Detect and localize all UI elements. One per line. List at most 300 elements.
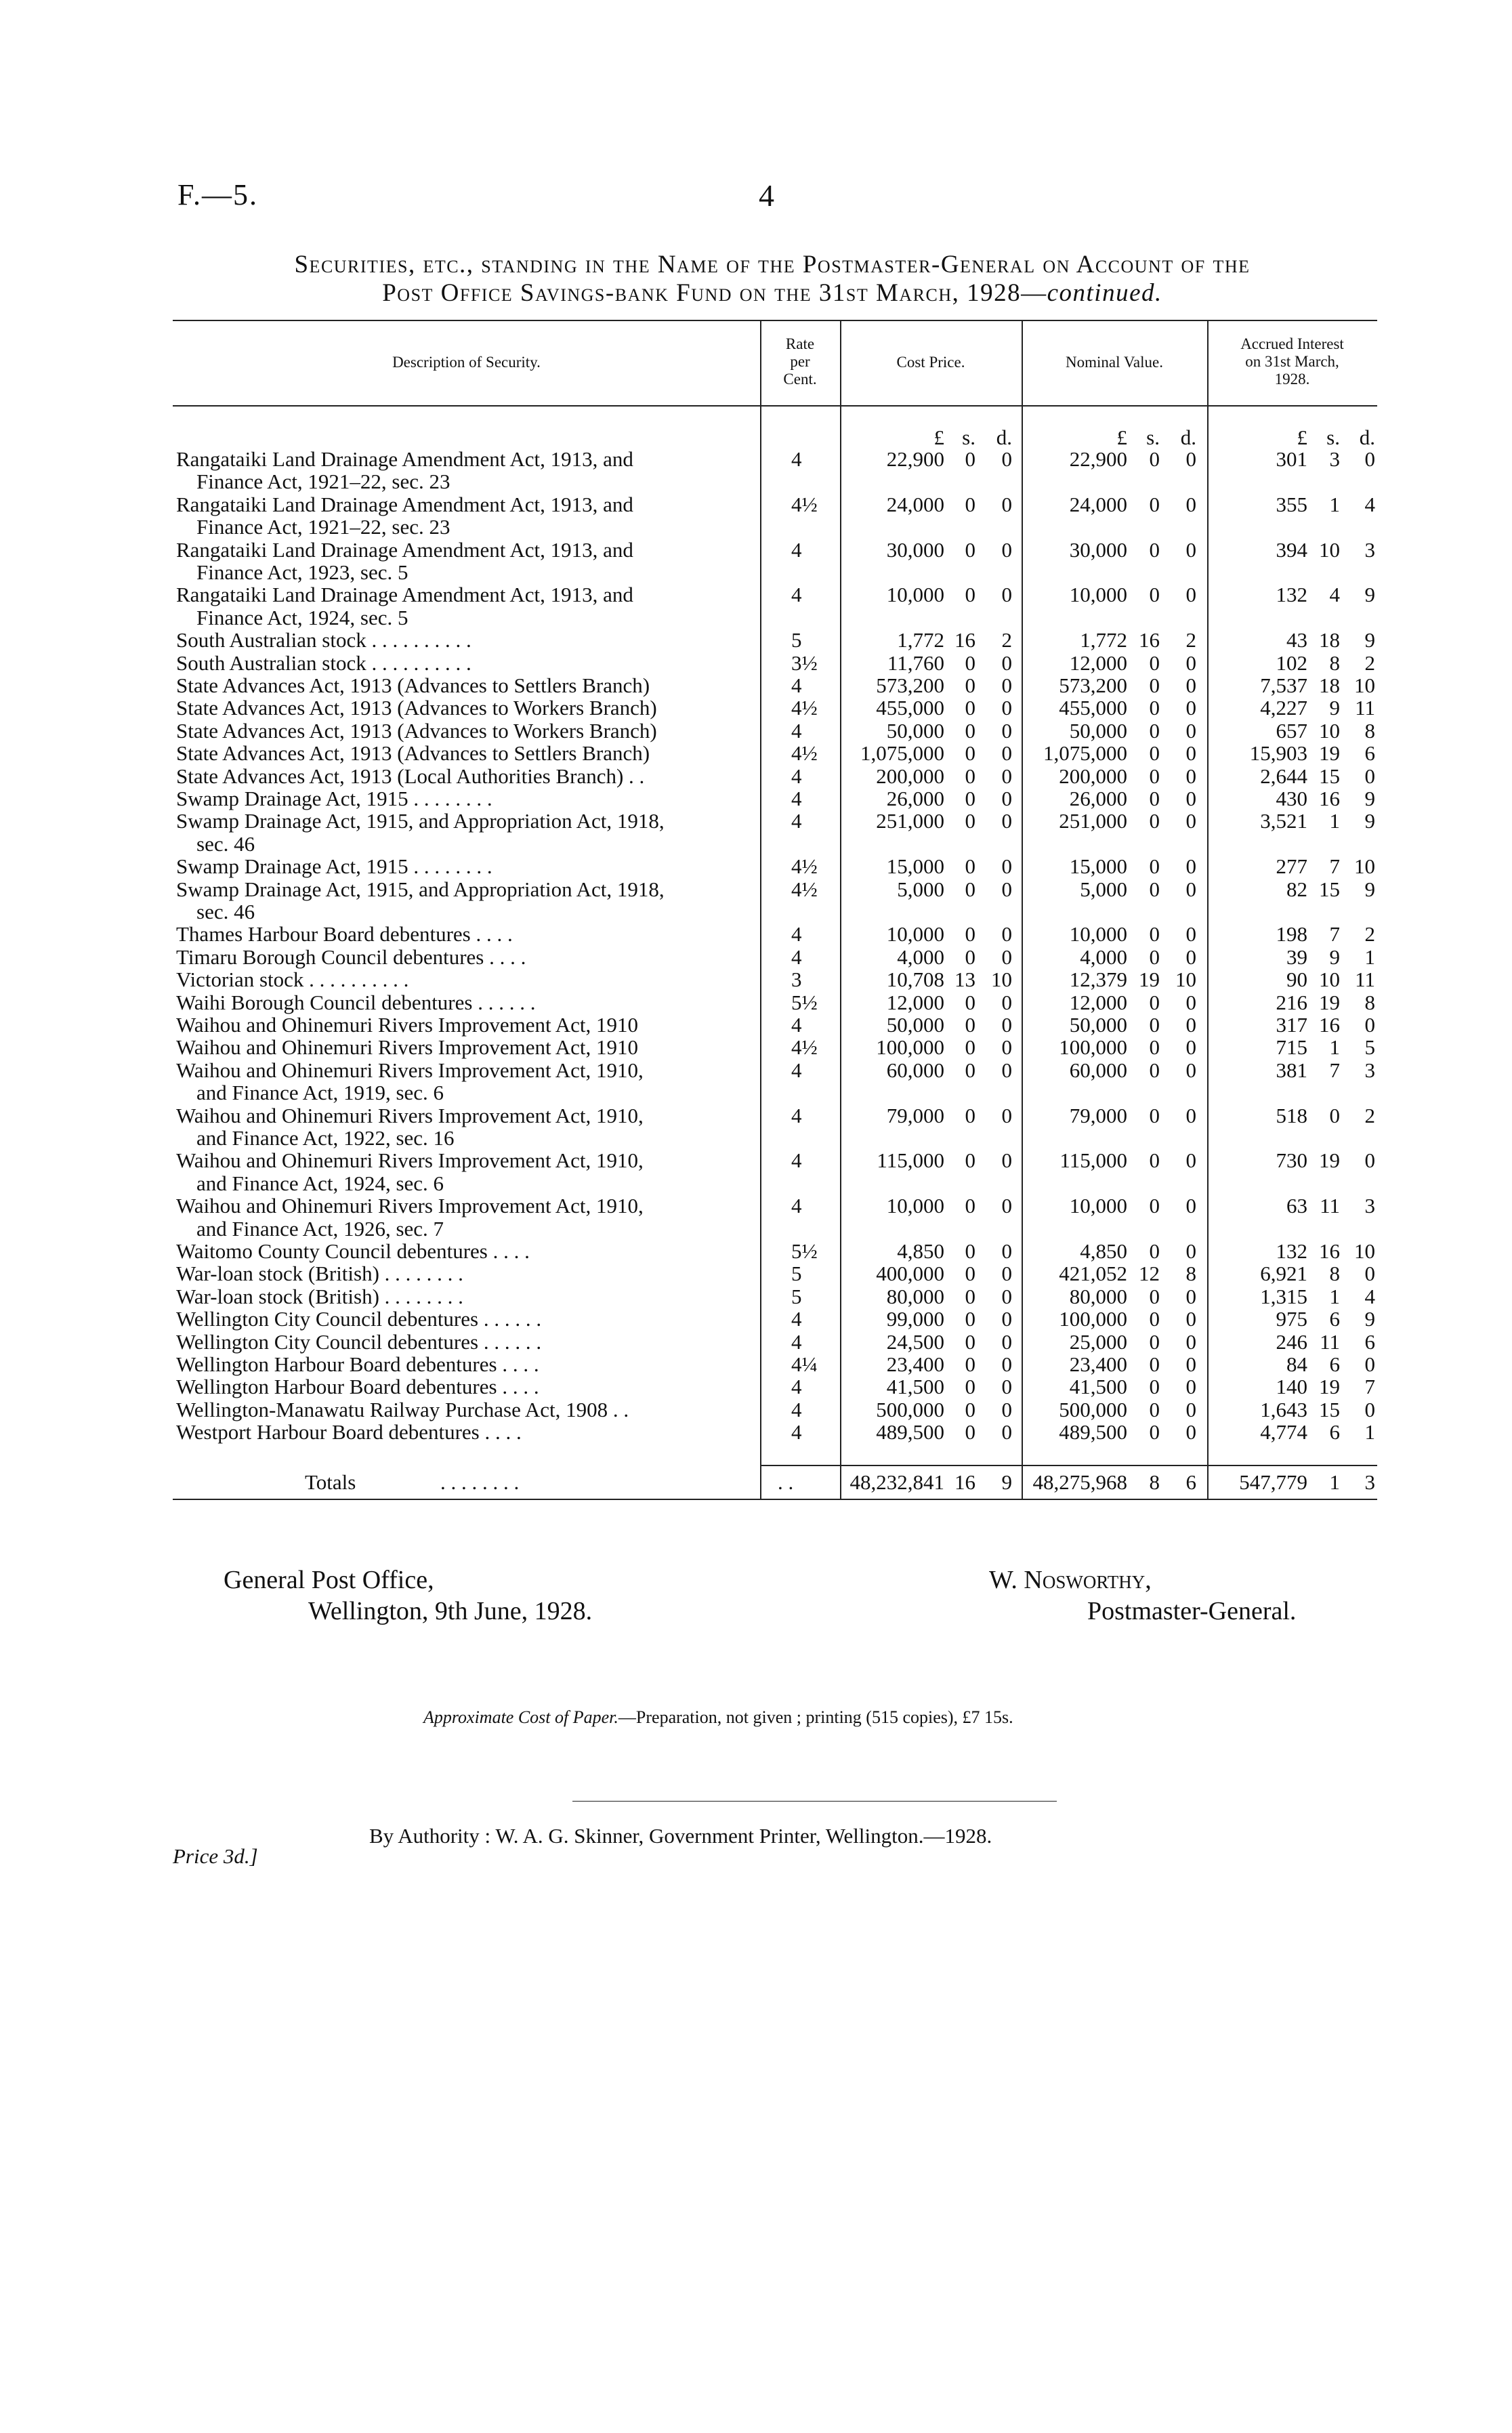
cost-pounds: 5,000 [897, 877, 944, 901]
nominal-pounds: 24,000 [1069, 492, 1127, 516]
security-description: State Advances Act, 1913 (Advances to Workers Branch) [176, 696, 657, 720]
accrued-pounds: 2,644 [1260, 764, 1307, 788]
accrued-pounds: 4,227 [1260, 696, 1307, 720]
accrued-pounds: 1,315 [1260, 1284, 1307, 1308]
accrued-shillings: 9 [1329, 696, 1340, 720]
cost-pence: 0 [1001, 447, 1012, 471]
cost-shillings: 0 [965, 1329, 975, 1354]
security-description: Victorian stock . . . . . . . . . . [176, 968, 409, 992]
nominal-pounds: 15,000 [1069, 854, 1127, 879]
cost-pounds: 15,000 [886, 854, 944, 879]
rate-per-cent: 4½ [791, 1035, 818, 1060]
nominal-pence: 0 [1185, 1013, 1196, 1037]
accrued-pounds: 198 [1276, 922, 1307, 947]
rate-per-cent: 5 [791, 1262, 802, 1286]
cost-pence: 0 [1001, 1239, 1012, 1263]
accrued-pounds: 518 [1276, 1103, 1307, 1127]
cost-pounds: 12,000 [886, 990, 944, 1014]
cost-shillings: 0 [965, 673, 975, 697]
accrued-pounds: 277 [1276, 854, 1307, 879]
cost-shillings: 0 [965, 1194, 975, 1218]
accrued-pounds: 355 [1276, 492, 1307, 516]
nominal-pounds: 1,075,000 [1043, 741, 1127, 766]
rate-per-cent: 4 [791, 922, 802, 947]
accrued-shillings: 10 [1319, 537, 1340, 562]
cost-pence: 0 [1001, 650, 1012, 675]
cost-pounds: 79,000 [886, 1103, 944, 1127]
nominal-shillings: 0 [1149, 1352, 1160, 1376]
cost-pounds: 26,000 [886, 787, 944, 810]
accrued-shillings: 16 [1319, 1239, 1340, 1263]
rate-per-cent: 4½ [791, 854, 818, 879]
cost-pence: 0 [1001, 696, 1012, 720]
rate-per-cent: 4 [791, 764, 802, 788]
nominal-pence: 0 [1185, 1329, 1196, 1354]
nominal-pence: 0 [1185, 1035, 1196, 1060]
cost-pence: 0 [1001, 944, 1012, 969]
security-description: Wellington City Council debentures . . . . . . [176, 1307, 542, 1331]
accrued-pence: 7 [1364, 1375, 1375, 1399]
security-description: State Advances Act, 1913 (Advances to Settlers Branch) [176, 673, 650, 697]
nominal-pence: 0 [1185, 1307, 1196, 1331]
rate-per-cent: 5½ [791, 1239, 818, 1263]
nominal-pence: 0 [1185, 1194, 1196, 1218]
nominal-pounds: 41,500 [1069, 1375, 1127, 1399]
accrued-pounds: 3,521 [1260, 809, 1307, 833]
nominal-pounds: 100,000 [1059, 1035, 1127, 1060]
accrued-pounds: 430 [1276, 787, 1307, 810]
nominal-pounds: 10,000 [1069, 922, 1127, 947]
accrued-pence: 4 [1364, 492, 1375, 516]
rate-per-cent: 4½ [791, 877, 818, 901]
accrued-pence: 0 [1364, 1013, 1375, 1037]
rate-per-cent: 4 [791, 1307, 802, 1331]
accrued-pounds: 90 [1286, 968, 1307, 992]
cost-pence: 0 [1001, 1058, 1012, 1082]
nominal-pounds: 50,000 [1069, 718, 1127, 743]
cost-pence: 10 [991, 968, 1012, 992]
nominal-pence: 0 [1185, 854, 1196, 879]
accrued-pounds: 7,537 [1260, 673, 1307, 697]
accrued-shillings: 18 [1319, 628, 1340, 652]
nominal-shillings: 0 [1149, 583, 1160, 607]
rate-per-cent: 4 [791, 1194, 802, 1218]
cost-pounds: 455,000 [876, 696, 944, 720]
cost-shillings: 0 [965, 809, 975, 833]
accrued-pounds: 84 [1286, 1352, 1307, 1376]
cost-shilling-unit: s. [962, 425, 975, 449]
security-description: South Australian stock . . . . . . . . . . [176, 628, 471, 652]
accrued-pence: 9 [1364, 583, 1375, 607]
nominal-pence: 0 [1185, 1352, 1196, 1376]
nominal-pounds: 12,379 [1069, 968, 1127, 992]
table-top-rule [173, 320, 1377, 321]
nominal-pounds: 10,000 [1069, 1194, 1127, 1218]
cost-pence: 0 [1001, 764, 1012, 788]
accrued-pence: 0 [1364, 1352, 1375, 1376]
rate-per-cent: 4½ [791, 696, 818, 720]
rate-per-cent: 4 [791, 447, 802, 471]
accrued-pence: 9 [1364, 628, 1375, 652]
nominal-pence: 0 [1185, 718, 1196, 743]
cost-shillings: 0 [965, 650, 975, 675]
accrued-pence: 11 [1355, 968, 1375, 992]
nominal-shillings: 0 [1149, 787, 1160, 810]
cost-shillings: 0 [965, 1375, 975, 1399]
accrued-pence: 8 [1364, 718, 1375, 743]
nominal-pounds: 30,000 [1069, 537, 1127, 562]
nominal-pence: 0 [1185, 1420, 1196, 1444]
accrued-pounds: 301 [1276, 447, 1307, 471]
cost-pence: 0 [1001, 1194, 1012, 1218]
cost-shillings: 0 [965, 1013, 975, 1037]
security-description: and Finance Act, 1926, sec. 7 [196, 1216, 444, 1241]
nominal-shillings: 0 [1149, 990, 1160, 1014]
accrued-pounds: 102 [1276, 650, 1307, 675]
accrued-pence: 2 [1364, 922, 1375, 947]
security-description: Waihou and Ohinemuri Rivers Improvement Act, 1910, [176, 1148, 644, 1173]
nominal-shillings: 0 [1149, 1148, 1160, 1173]
cost-pence: 0 [1001, 1013, 1012, 1037]
header-accrued-interest: Accrued Interest on 31st March, 1928. [1240, 335, 1344, 388]
nominal-shillings: 0 [1149, 1420, 1160, 1444]
accrued-pence: 2 [1364, 1103, 1375, 1127]
accrued-pence: 9 [1364, 787, 1375, 810]
cost-shillings: 13 [954, 968, 975, 992]
nominal-shillings: 0 [1149, 944, 1160, 969]
accrued-pence: 10 [1354, 854, 1375, 879]
title-line-1: Securities, etc., standing in the Name of the Postmaster-General on Account of the [294, 251, 1251, 278]
accrued-shillings: 8 [1329, 650, 1340, 675]
nominal-shillings: 0 [1149, 1284, 1160, 1308]
signatory-name: W. Nosworthy, [989, 1566, 1152, 1594]
header-rate: Rate per Cent. [783, 335, 817, 388]
security-description: State Advances Act, 1913 (Advances to Workers Branch) [176, 718, 657, 743]
cost-pounds: 60,000 [886, 1058, 944, 1082]
nominal-pence: 0 [1185, 1239, 1196, 1263]
cost-shillings: 0 [965, 1352, 975, 1376]
cost-pounds: 50,000 [886, 718, 944, 743]
accrued-pence: 3 [1364, 1194, 1375, 1218]
security-description: Swamp Drainage Act, 1915, and Appropriation Act, 1918, [176, 809, 665, 833]
nominal-shillings: 0 [1149, 447, 1160, 471]
rate-per-cent: 4 [791, 1420, 802, 1444]
nominal-shillings: 0 [1149, 650, 1160, 675]
nominal-shillings: 16 [1139, 628, 1160, 652]
accrued-pence: 8 [1364, 990, 1375, 1014]
rate-per-cent: 4 [791, 1329, 802, 1354]
accrued-pounds: 246 [1276, 1329, 1307, 1354]
nominal-pounds: 80,000 [1069, 1284, 1127, 1308]
totals-label: Totals [305, 1470, 356, 1494]
accrued-shillings: 15 [1319, 1397, 1340, 1421]
cost-shillings: 0 [965, 1239, 975, 1263]
nominal-shillings: 0 [1149, 1239, 1160, 1263]
nominal-pounds: 251,000 [1059, 809, 1127, 833]
nominal-shillings: 0 [1149, 854, 1160, 879]
accrued-shillings: 0 [1329, 1103, 1340, 1127]
accrued-pence: 0 [1364, 1262, 1375, 1286]
security-description: Timaru Borough Council debentures . . . . [176, 944, 526, 969]
cost-pence: 0 [1001, 809, 1012, 833]
nominal-shillings: 0 [1149, 809, 1160, 833]
nominal-pound-unit: £ [1116, 425, 1127, 449]
accrued-shillings: 4 [1329, 583, 1340, 607]
accrued-shillings: 16 [1319, 1013, 1340, 1037]
nominal-pence: 0 [1185, 877, 1196, 901]
total-accrued-pounds: 547,779 [1239, 1470, 1307, 1494]
accrued-pound-unit: £ [1297, 425, 1307, 449]
accrued-shillings: 19 [1319, 741, 1340, 766]
cost-shillings: 0 [965, 1284, 975, 1308]
accrued-shilling-unit: s. [1326, 425, 1340, 449]
total-cost-shillings: 16 [954, 1470, 975, 1494]
nominal-shillings: 0 [1149, 1375, 1160, 1399]
security-description: Wellington Harbour Board debentures . . . . [176, 1352, 539, 1376]
cost-pounds: 24,000 [886, 492, 944, 516]
cost-shillings: 0 [965, 922, 975, 947]
nominal-pence: 0 [1185, 787, 1196, 810]
header-description: Description of Security. [392, 354, 541, 371]
cost-shillings: 0 [965, 1148, 975, 1173]
accrued-pence: 0 [1364, 1148, 1375, 1173]
nominal-pounds: 23,400 [1069, 1352, 1127, 1376]
cost-shillings: 0 [965, 877, 975, 901]
nominal-pounds: 200,000 [1059, 764, 1127, 788]
accrued-pounds: 730 [1276, 1148, 1307, 1173]
accrued-shillings: 10 [1319, 718, 1340, 743]
nominal-pounds: 573,200 [1059, 673, 1127, 697]
accrued-pence: 9 [1364, 1307, 1375, 1331]
total-nominal-pence: 6 [1185, 1470, 1196, 1494]
nominal-shillings: 0 [1149, 673, 1160, 697]
accrued-shillings: 11 [1320, 1194, 1340, 1218]
nominal-pounds: 12,000 [1069, 990, 1127, 1014]
accrued-pence: 10 [1354, 673, 1375, 697]
total-accrued-shillings: 1 [1329, 1470, 1340, 1494]
nominal-shillings: 0 [1149, 1194, 1160, 1218]
totals-leader-dots: . . . . . . . . [440, 1470, 520, 1494]
accrued-shillings: 16 [1319, 787, 1340, 810]
security-description: Rangataiki Land Drainage Amendment Act, 1913, and [176, 447, 633, 471]
security-description: Waihou and Ohinemuri Rivers Improvement Act, 1910, [176, 1058, 644, 1082]
security-description: Rangataiki Land Drainage Amendment Act, 1913, and [176, 583, 633, 607]
cost-pence: 0 [1001, 1375, 1012, 1399]
totals-rule [760, 1465, 1377, 1466]
rate-per-cent: 4 [791, 1013, 802, 1037]
cost-pence: 0 [1001, 673, 1012, 697]
cost-pence: 0 [1001, 1284, 1012, 1308]
cost-pence: 0 [1001, 787, 1012, 810]
accrued-pounds: 657 [1276, 718, 1307, 743]
nominal-shillings: 0 [1149, 1058, 1160, 1082]
rate-per-cent: 4 [791, 1375, 802, 1399]
cost-pounds: 100,000 [876, 1035, 944, 1060]
cost-pence: 0 [1001, 1307, 1012, 1331]
nominal-pence: 0 [1185, 1397, 1196, 1421]
accrued-pounds: 4,774 [1260, 1420, 1307, 1444]
accrued-pence-unit: d. [1359, 425, 1375, 449]
security-description: Rangataiki Land Drainage Amendment Act, 1913, and [176, 537, 633, 562]
rate-per-cent: 4 [791, 944, 802, 969]
cost-shillings: 0 [965, 1035, 975, 1060]
nominal-pounds: 500,000 [1059, 1397, 1127, 1421]
cost-pounds: 30,000 [886, 537, 944, 562]
cost-pounds: 99,000 [886, 1307, 944, 1331]
rate-per-cent: 4 [791, 537, 802, 562]
nominal-pounds: 5,000 [1080, 877, 1127, 901]
nominal-pounds: 489,500 [1059, 1420, 1127, 1444]
cost-shillings: 0 [965, 718, 975, 743]
nominal-shillings: 0 [1149, 537, 1160, 562]
rate-per-cent: 4 [791, 809, 802, 833]
rate-per-cent: 4 [791, 1148, 802, 1173]
totals-rate: . . [778, 1470, 794, 1494]
accrued-pounds: 132 [1276, 583, 1307, 607]
office-address-line-2: Wellington, 9th June, 1928. [308, 1597, 593, 1625]
accrued-shillings: 15 [1319, 764, 1340, 788]
cost-pounds: 573,200 [876, 673, 944, 697]
security-description: Waitomo County Council debentures . . . . [176, 1239, 530, 1263]
cost-pence: 0 [1001, 1352, 1012, 1376]
security-description: Westport Harbour Board debentures . . . . [176, 1420, 522, 1444]
header-cost-price: Cost Price. [896, 354, 965, 371]
security-description: War-loan stock (British) . . . . . . . . [176, 1262, 463, 1286]
cost-shillings: 0 [965, 1058, 975, 1082]
nominal-pence: 2 [1185, 628, 1196, 652]
security-description: War-loan stock (British) . . . . . . . . [176, 1284, 463, 1308]
total-nominal-pounds: 48,275,968 [1032, 1470, 1127, 1494]
nominal-pence: 0 [1185, 673, 1196, 697]
nominal-pounds: 50,000 [1069, 1013, 1127, 1037]
nominal-pence: 0 [1185, 944, 1196, 969]
accrued-pence: 1 [1364, 944, 1375, 969]
title-line-2: Post Office Savings-bank Fund on the 31st March, 1928—continued. [382, 279, 1162, 307]
cost-pounds: 251,000 [876, 809, 944, 833]
cost-pence: 0 [1001, 1397, 1012, 1421]
nominal-pounds: 10,000 [1069, 583, 1127, 607]
nominal-pence: 0 [1185, 1375, 1196, 1399]
cost-pounds: 24,500 [886, 1329, 944, 1354]
security-description: and Finance Act, 1924, sec. 6 [196, 1171, 444, 1195]
security-description: Swamp Drainage Act, 1915 . . . . . . . . [176, 787, 492, 810]
rate-per-cent: 4½ [791, 492, 818, 516]
security-description: Swamp Drainage Act, 1915 . . . . . . . . [176, 854, 492, 879]
accrued-pence: 9 [1364, 809, 1375, 833]
cost-pounds: 41,500 [886, 1375, 944, 1399]
nominal-pence: 0 [1185, 1148, 1196, 1173]
security-description: Waihou and Ohinemuri Rivers Improvement Act, 1910 [176, 1035, 638, 1060]
table-bottom-rule [173, 1499, 1377, 1500]
cost-pence: 0 [1001, 537, 1012, 562]
accrued-pence: 6 [1364, 741, 1375, 766]
cost-pence: 0 [1001, 854, 1012, 879]
cost-pounds: 10,000 [886, 583, 944, 607]
accrued-shillings: 19 [1319, 1375, 1340, 1399]
rate-per-cent: 3 [791, 968, 802, 992]
rate-per-cent: 4 [791, 1397, 802, 1421]
security-description: Finance Act, 1921–22, sec. 23 [196, 470, 450, 494]
nominal-pounds: 12,000 [1069, 650, 1127, 675]
cost-pounds: 10,000 [886, 922, 944, 947]
security-description: Finance Act, 1923, sec. 5 [196, 560, 408, 584]
cost-of-paper-note: Approximate Cost of Paper.—Preparation, not given ; printing (515 copies), £7 15s. [423, 1707, 1013, 1727]
accrued-shillings: 1 [1329, 1284, 1340, 1308]
accrued-shillings: 19 [1319, 1148, 1340, 1173]
accrued-shillings: 3 [1329, 447, 1340, 471]
security-description: sec. 46 [196, 831, 255, 856]
accrued-pence: 9 [1364, 877, 1375, 901]
cost-shillings: 0 [965, 537, 975, 562]
nominal-pounds: 115,000 [1059, 1148, 1127, 1173]
security-description: State Advances Act, 1913 (Advances to Settlers Branch) [176, 741, 650, 766]
header-nominal-value: Nominal Value. [1066, 354, 1163, 371]
accrued-pence: 0 [1364, 764, 1375, 788]
cost-pounds: 500,000 [876, 1397, 944, 1421]
cost-pounds: 4,850 [897, 1239, 944, 1263]
nominal-shillings: 19 [1139, 968, 1160, 992]
nominal-pence: 0 [1185, 741, 1196, 766]
accrued-shillings: 19 [1319, 990, 1340, 1014]
nominal-pence: 0 [1185, 1103, 1196, 1127]
cost-pence: 0 [1001, 1262, 1012, 1286]
security-description: Wellington City Council debentures . . . . . . [176, 1329, 542, 1354]
accrued-shillings: 7 [1329, 922, 1340, 947]
security-description: Waihou and Ohinemuri Rivers Improvement Act, 1910, [176, 1103, 644, 1127]
accrued-shillings: 1 [1329, 809, 1340, 833]
cost-pence: 0 [1001, 1148, 1012, 1173]
security-description: Wellington Harbour Board debentures . . . . [176, 1375, 539, 1399]
accrued-pounds: 216 [1276, 990, 1307, 1014]
cost-pound-unit: £ [933, 425, 944, 449]
nominal-shillings: 0 [1149, 718, 1160, 743]
col-divider-4 [1207, 320, 1209, 1499]
nominal-pence: 0 [1185, 583, 1196, 607]
accrued-pence: 4 [1364, 1284, 1375, 1308]
cost-shillings: 0 [965, 1103, 975, 1127]
cost-pence: 0 [1001, 718, 1012, 743]
nominal-pounds: 421,052 [1059, 1262, 1127, 1286]
rate-per-cent: 4 [791, 1058, 802, 1082]
nominal-pounds: 100,000 [1059, 1307, 1127, 1331]
nominal-shillings: 0 [1149, 922, 1160, 947]
nominal-pounds: 60,000 [1069, 1058, 1127, 1082]
accrued-pence: 1 [1364, 1420, 1375, 1444]
accrued-shillings: 6 [1329, 1420, 1340, 1444]
nominal-pounds: 1,772 [1080, 628, 1127, 652]
accrued-shillings: 1 [1329, 1035, 1340, 1060]
rate-per-cent: 4 [791, 787, 802, 810]
cost-pounds: 1,075,000 [860, 741, 944, 766]
page-number: 4 [759, 178, 774, 213]
rate-per-cent: 4½ [791, 741, 818, 766]
cost-shillings: 0 [965, 990, 975, 1014]
cost-pounds: 23,400 [886, 1352, 944, 1376]
accrued-shillings: 9 [1329, 944, 1340, 969]
table-header-rule [173, 405, 1377, 407]
nominal-shillings: 0 [1149, 741, 1160, 766]
security-description: and Finance Act, 1922, sec. 16 [196, 1126, 455, 1150]
cost-pounds: 10,000 [886, 1194, 944, 1218]
accrued-pence: 11 [1355, 696, 1375, 720]
cost-pence: 0 [1001, 877, 1012, 901]
nominal-pence: 8 [1185, 1262, 1196, 1286]
rate-per-cent: 4 [791, 673, 802, 697]
nominal-pounds: 4,850 [1080, 1239, 1127, 1263]
accrued-pounds: 317 [1276, 1013, 1307, 1037]
cost-pence: 0 [1001, 1103, 1012, 1127]
nominal-shillings: 0 [1149, 1307, 1160, 1331]
